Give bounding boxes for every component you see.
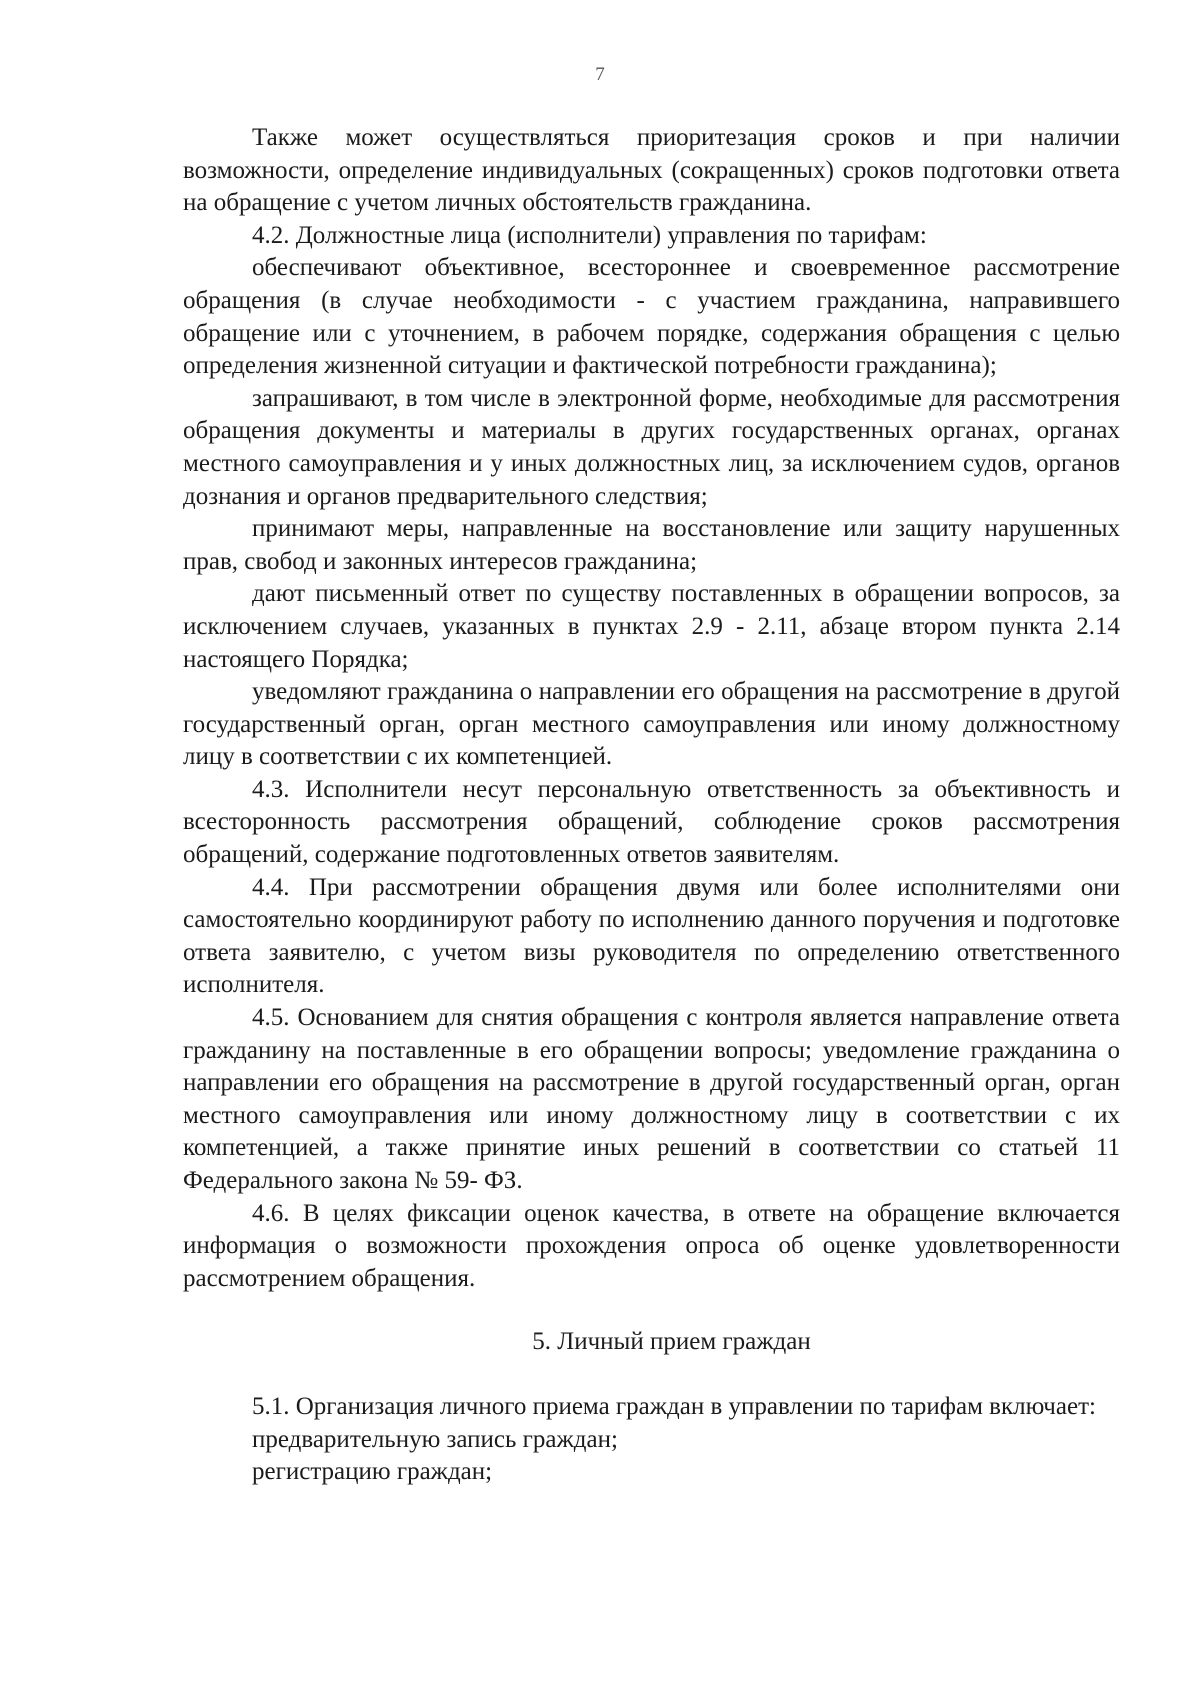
section-heading: 5. Личный прием граждан [532, 1328, 811, 1356]
paragraph-4-4: 4.4. При рассмотрении обращения двумя или более исполнителями они самостоятельно координируют работу по исполнению данного поручения и подготовке ответа заявителю, с учетом визы руководителя по определению ответственного исполнителя. [183, 873, 1120, 999]
paragraph-preliminary-registration: предварительную запись граждан; [252, 1425, 618, 1453]
paragraph-4-3: 4.3. Исполнители несут персональную ответственность за объективность и всесторонность рассмотрения обращений, соблюдение сроков рассмотрения обращений, содержание подготовленных ответов заявителям. [183, 775, 1120, 869]
paragraph-request-documents: запрашивают, в том числе в электронной форме, необходимые для рассмотрения обращения документы и материалы в других государственных органах, органах местного самоуправления и у иных должностных лиц, за исключением судов, органов дознания и органов предварительного следствия; [183, 384, 1120, 510]
paragraph-notify-citizen: уведомляют гражданина о направлении его обращения на рассмотрение в другой государственный орган, орган местного самоуправления или иному должностному лицу в соответствии с их компетенцией. [183, 678, 1120, 771]
paragraph-4-6: 4.6. В целях фиксации оценок качества, в ответе на обращение включается информация о возможности прохождения опроса об оценке удовлетворенности рассмотрением обращения. [183, 1199, 1120, 1292]
paragraph-4-2: 4.2. Должностные лица (исполнители) управления по тарифам: [252, 221, 927, 249]
paragraph-4-5: 4.5. Основанием для снятия обращения с контроля является направление ответа гражданину на поставленные в его обращении вопросы; уведомление гражданина о направлении его обращения на рассмотрение в другой государственный орган, орган местного самоуправления или иному должностному лицу в соответствии с их компетенцией, а также принятие иных решений в соответствии со статьей 11 Федерального закона № 59- ФЗ. [183, 1004, 1120, 1194]
paragraph-priority: Также может осуществляться приоритезация сроков и при наличии возможности, определение индивидуальных (сокращенных) сроков подготовки ответа на обращение с учетом личных обстоятельств гражданина. [183, 124, 1120, 217]
document-body [183, 122, 1120, 1489]
paragraph-take-measures: принимают меры, направленные на восстановление или защиту нарушенных прав, свобод и законных интересов гражданина; [183, 515, 1120, 575]
paragraph-ensure-review: обеспечивают объективное, всестороннее и своевременное рассмотрение обращения (в случае необходимости - с участием гражданина, направившего обращение или с уточнением, в рабочем порядке, содержания обращения с целью определения жизненной ситуации и фактической потребности гражданина); [183, 254, 1120, 380]
page-number: 7 [595, 64, 605, 85]
paragraph-written-answer: дают письменный ответ по существу поставленных в обращении вопросов, за исключением случаев, указанных в пунктах 2.9 - 2.11, абзаце втором пункта 2.14 настоящего Порядка; [183, 580, 1120, 673]
paragraph-5-1: 5.1. Организация личного приема граждан в управлении по тарифам включает: [252, 1392, 1096, 1420]
paragraph-citizen-registration: регистрацию граждан; [252, 1458, 493, 1486]
